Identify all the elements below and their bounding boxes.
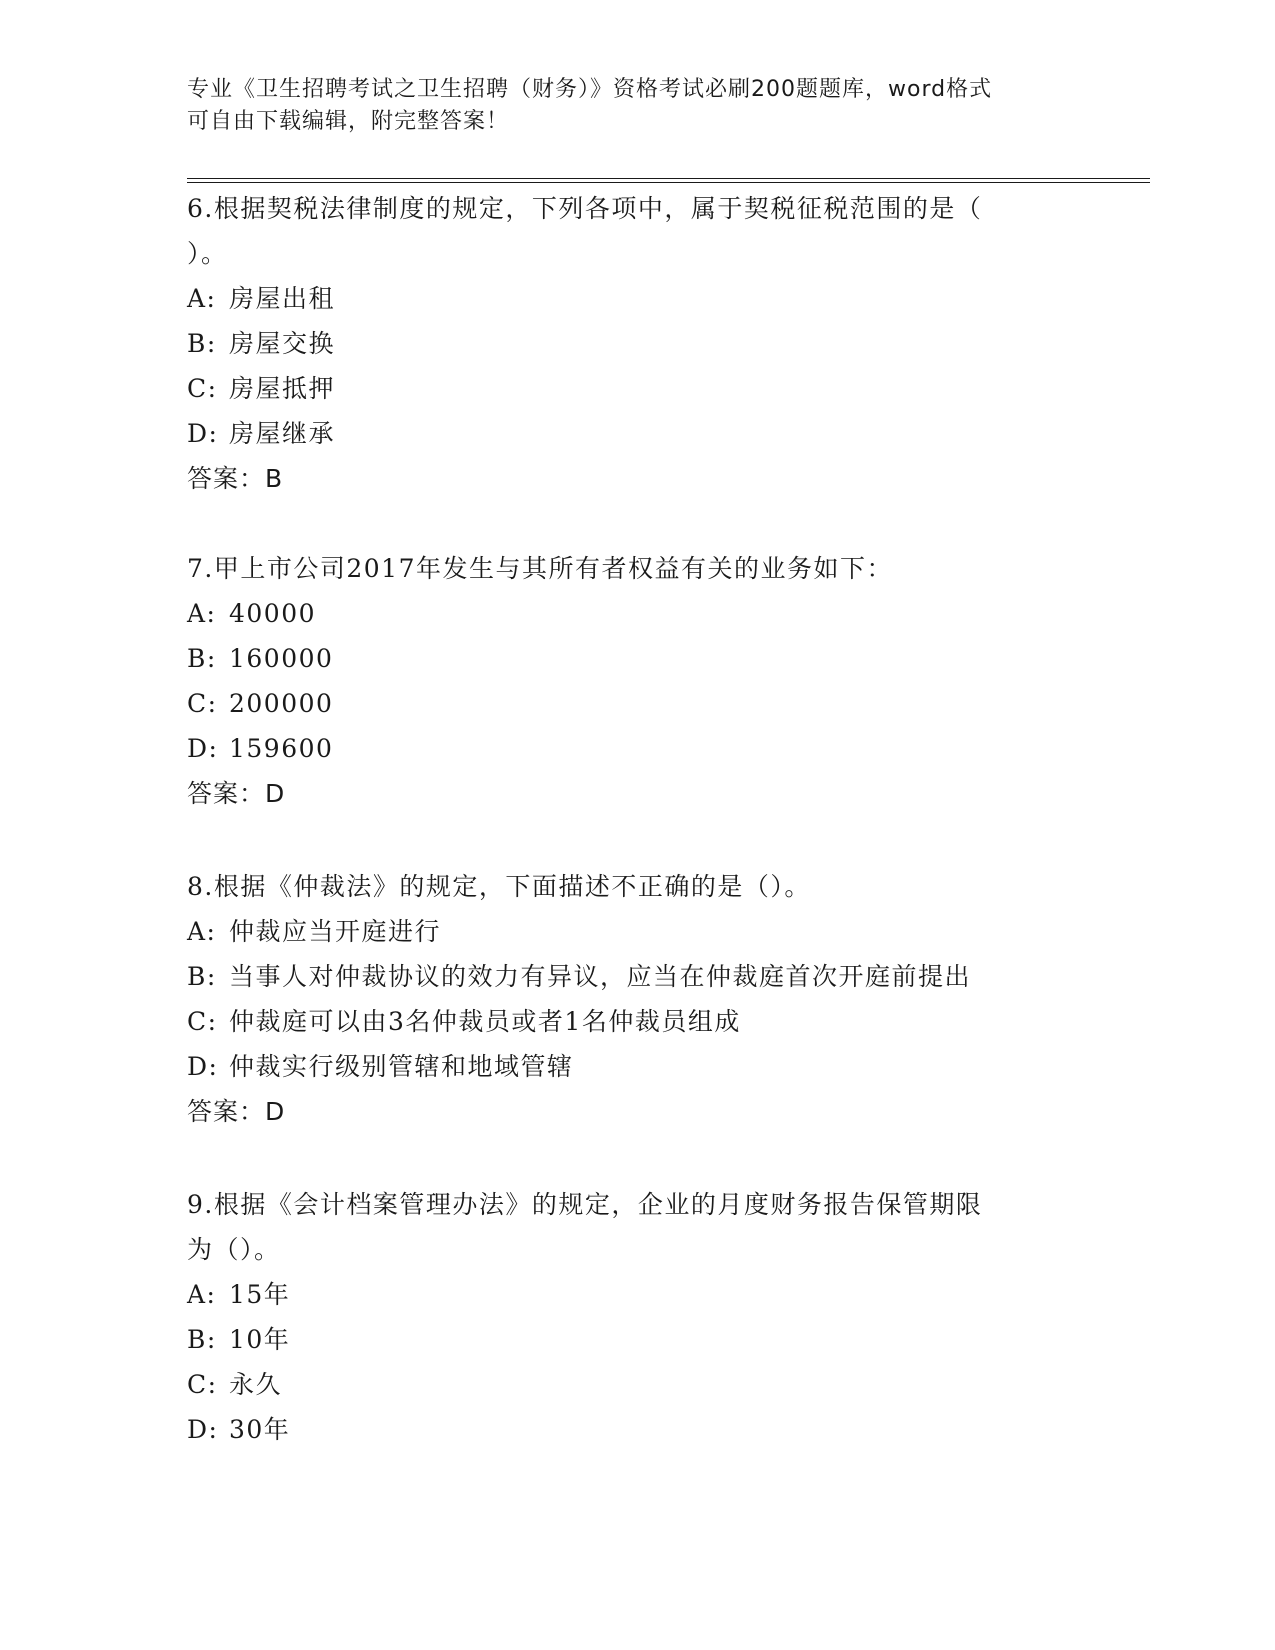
question-stem-line: 8.根据《仲裁法》的规定，下面描述不正确的是（）。: [187, 872, 811, 901]
header-divider-top: [187, 178, 1150, 179]
option-a: [187, 1272, 1067, 1317]
answer-line: 答案：D: [187, 1097, 286, 1126]
option-letter: D:: [187, 1415, 219, 1444]
option-text: 15年: [229, 1280, 291, 1309]
option-text: 159600: [229, 734, 334, 763]
answer-line: 答案：B: [187, 464, 284, 493]
option-letter: B:: [187, 1325, 217, 1354]
option-text: 30年: [229, 1415, 291, 1444]
option-d: [187, 1044, 1067, 1089]
option-letter: D:: [187, 419, 219, 448]
option-c: [187, 1362, 1067, 1407]
option-letter: A:: [187, 917, 217, 946]
option-letter: B:: [187, 644, 217, 673]
option-d: [187, 726, 1067, 771]
question-9: [187, 1182, 1067, 1452]
option-b: [187, 636, 1067, 681]
option-d: [187, 1407, 1067, 1452]
option-a: [187, 276, 1067, 321]
option-text: 仲裁实行级别管辖和地域管辖: [229, 1052, 574, 1081]
question-7: [187, 546, 1067, 816]
option-b: [187, 954, 1067, 999]
question-stem-line: 6.根据契税法律制度的规定，下列各项中，属于契税征税范围的是（: [187, 194, 983, 223]
header-divider-bottom: [187, 182, 1150, 183]
option-letter: C:: [187, 374, 218, 403]
option-c: [187, 999, 1067, 1044]
option-letter: A:: [187, 599, 217, 628]
option-text: 160000: [229, 644, 334, 673]
option-text: 10年: [229, 1325, 291, 1354]
option-text: 房屋继承: [229, 419, 336, 448]
question-6: [187, 186, 1067, 501]
option-text: 永久: [229, 1370, 283, 1399]
document-header: [187, 74, 1087, 138]
question-stem-line: 9.根据《会计档案管理办法》的规定，企业的月度财务报告保管期限: [187, 1190, 983, 1219]
option-a: [187, 909, 1067, 954]
option-b: [187, 1317, 1067, 1362]
option-b: [187, 321, 1067, 366]
option-letter: A:: [187, 1280, 217, 1309]
option-text: 当事人对仲裁协议的效力有异议，应当在仲裁庭首次开庭前提出: [229, 962, 972, 991]
header-line-1: 专业《卫生招聘考试之卫生招聘（财务）》资格考试必刷200题题库，word格式: [187, 77, 993, 102]
option-letter: C:: [187, 1007, 218, 1036]
option-text: 仲裁庭可以由3名仲裁员或者1名仲裁员组成: [229, 1007, 741, 1036]
option-a: [187, 591, 1067, 636]
question-stem-line: 为（）。: [187, 1235, 281, 1264]
option-letter: C:: [187, 689, 218, 718]
option-c: [187, 681, 1067, 726]
header-line-2: 可自由下载编辑，附完整答案！: [187, 109, 510, 134]
question-stem-line: 7.甲上市公司2017年发生与其所有者权益有关的业务如下：: [187, 554, 893, 583]
option-letter: A:: [187, 284, 217, 313]
option-text: 仲裁应当开庭进行: [229, 917, 442, 946]
option-text: 房屋出租: [229, 284, 336, 313]
option-d: [187, 411, 1067, 456]
option-text: 房屋交换: [229, 329, 336, 358]
option-text: 房屋抵押: [229, 374, 336, 403]
option-text: 40000: [229, 599, 317, 628]
question-8: [187, 864, 1067, 1134]
option-letter: D:: [187, 1052, 219, 1081]
question-stem-line: ）。: [187, 239, 228, 268]
option-text: 200000: [229, 689, 334, 718]
option-letter: D:: [187, 734, 219, 763]
option-letter: C:: [187, 1370, 218, 1399]
option-letter: B:: [187, 962, 217, 991]
option-letter: B:: [187, 329, 217, 358]
answer-line: 答案：D: [187, 779, 286, 808]
option-c: [187, 366, 1067, 411]
